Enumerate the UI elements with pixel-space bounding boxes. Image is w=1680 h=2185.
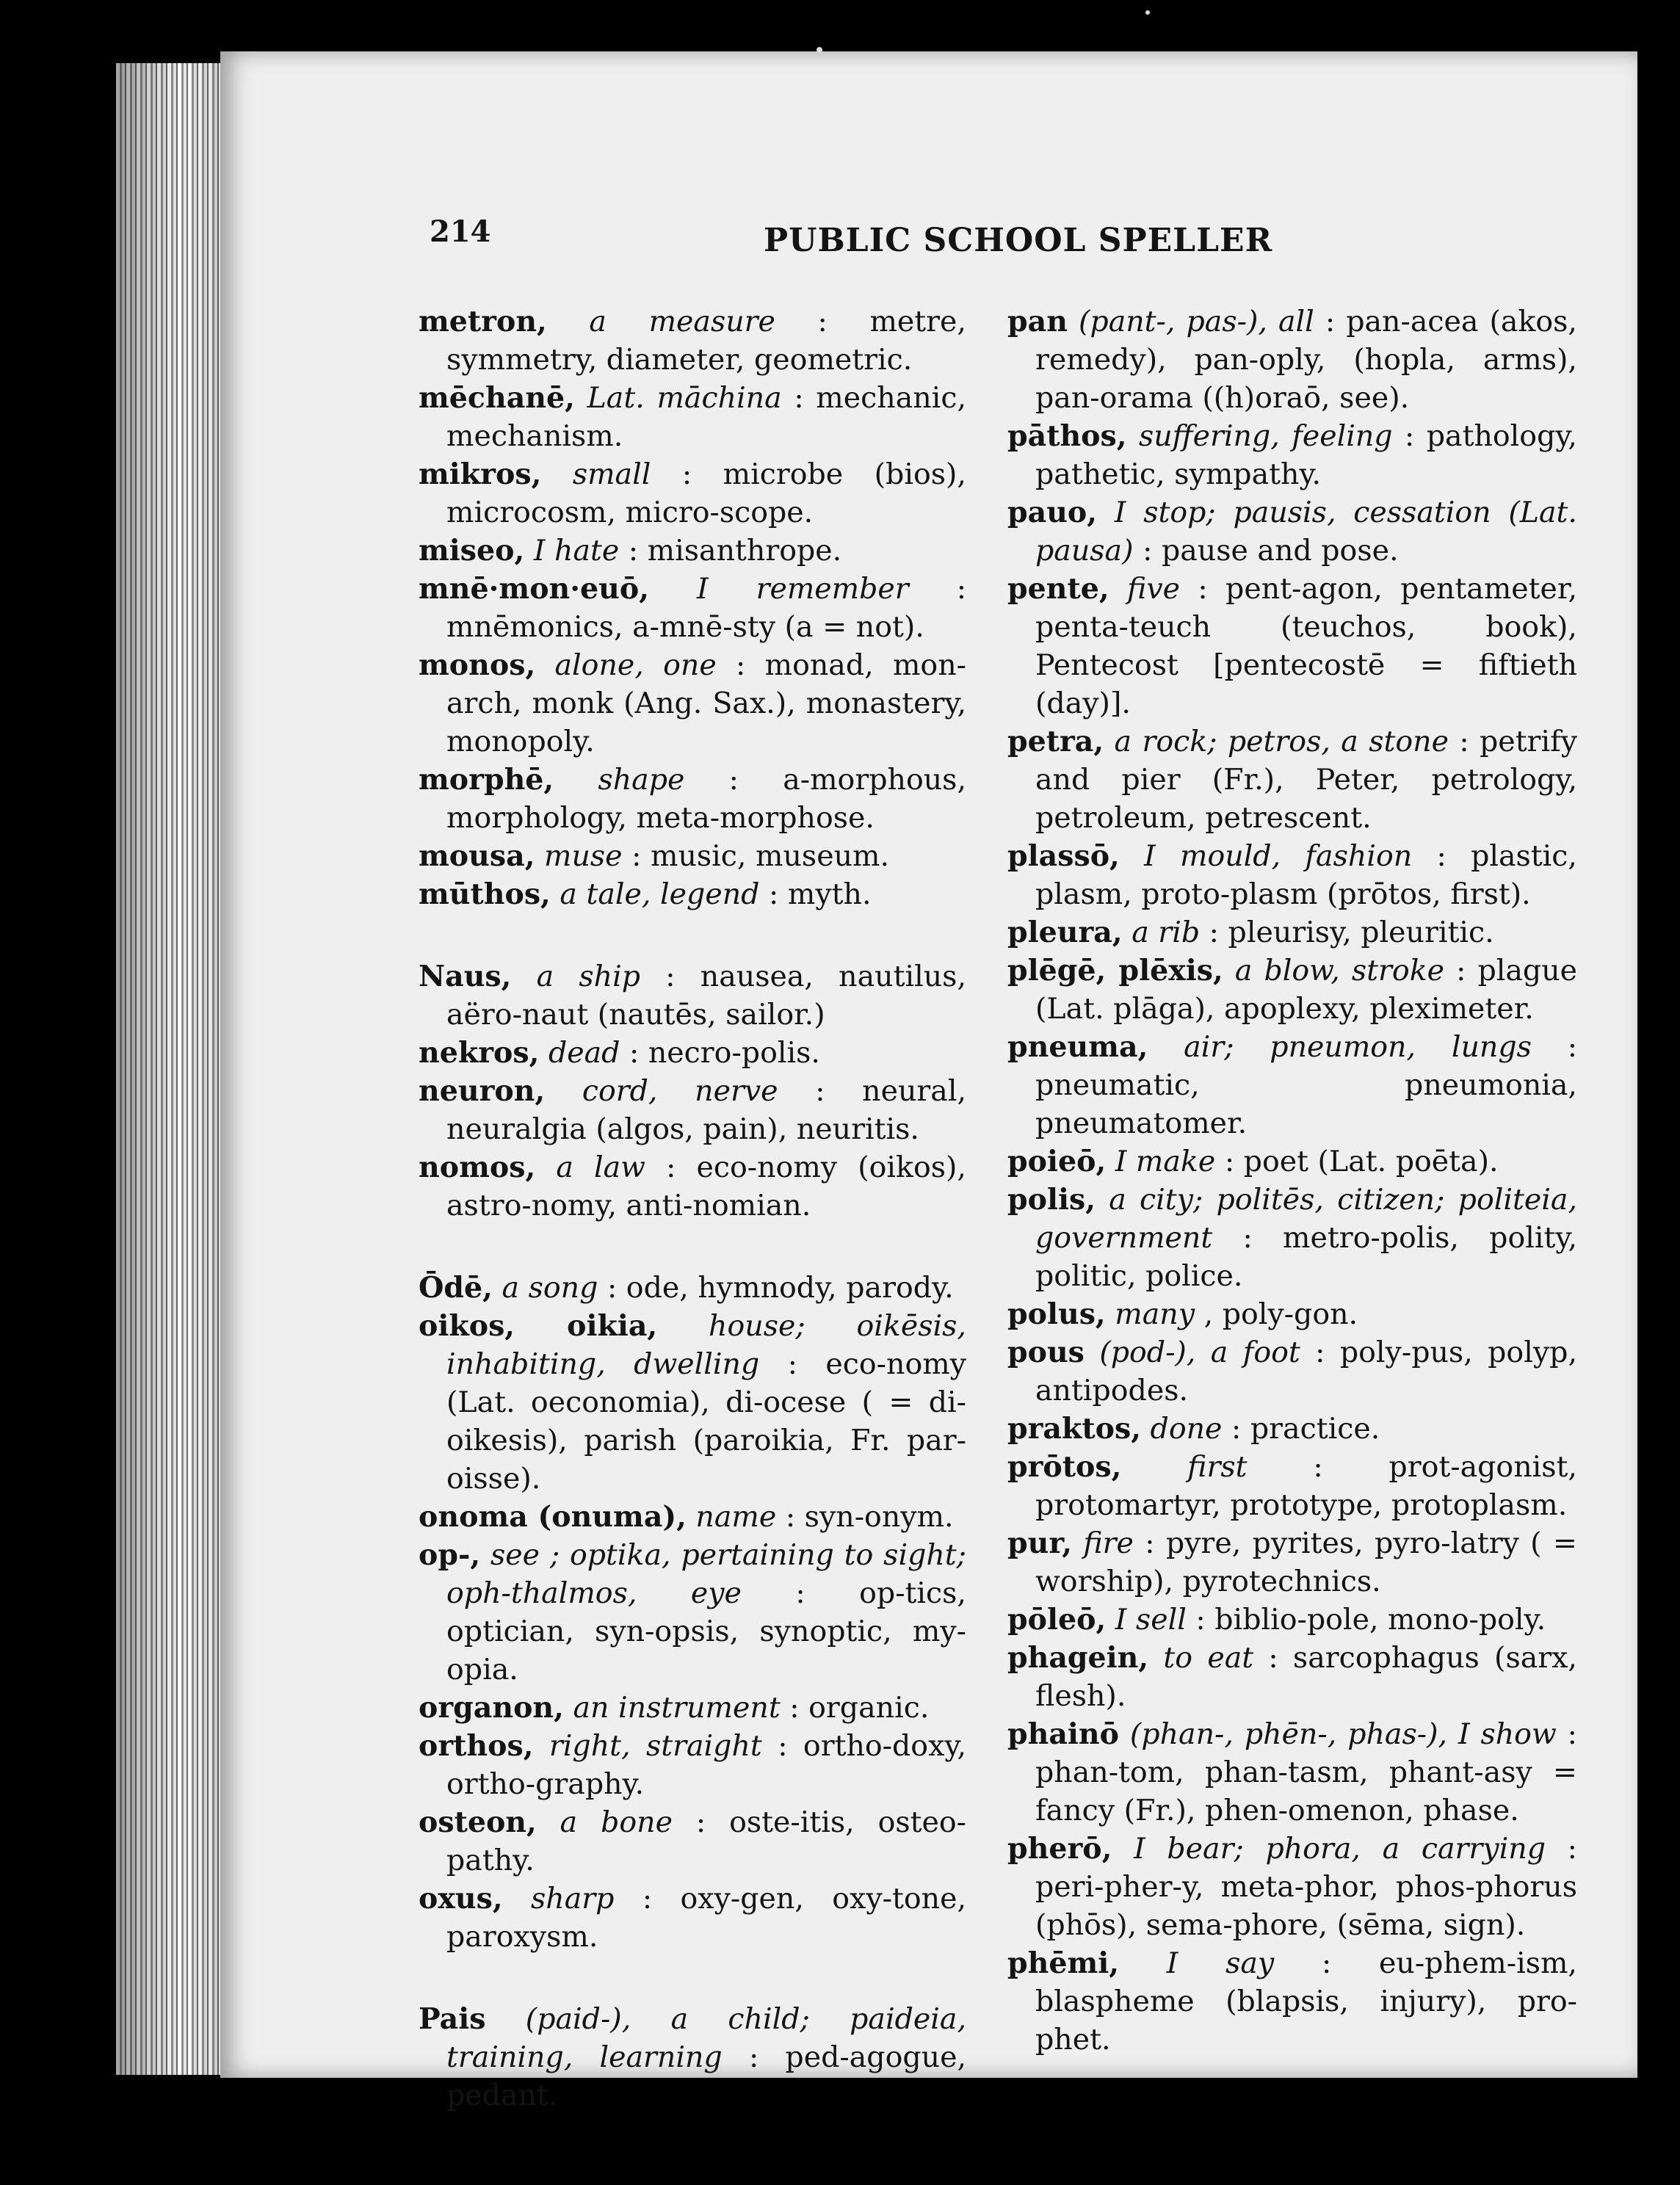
entry-derivatives: : pan-acea (akos, remedy), pan-oply, (hopla, arms), pan-orama ((h)oraō, see). [1035,305,1577,415]
entry-gloss: (pod-), a foot [1099,1336,1300,1369]
entry-gloss: sharp [531,1882,615,1916]
dictionary-entry [419,1803,966,1880]
dictionary-entry [1007,952,1577,1028]
entry-gloss: a rock; petros, a stone [1114,725,1449,758]
dictionary-entry [1007,1181,1577,1295]
entry-headword: plēgē, plēxis, [1007,954,1223,988]
entry-headword: metron, [419,305,547,338]
dictionary-entry [1007,1295,1577,1333]
dictionary-entry [419,1269,966,1307]
entry-headword: mnē·mon·euō, [419,572,649,606]
dictionary-entry [1007,1524,1577,1601]
entry-gloss: name [695,1500,777,1534]
entry-gloss: a blow, stroke [1234,954,1445,988]
entry-derivatives: : eco-nomy (oikos), astro-nomy, anti-nomian. [446,1151,966,1222]
entry-gloss: (phan-, phēn-, phas-), I show [1129,1717,1557,1751]
entry-gloss: to eat [1163,1641,1254,1675]
entry-derivatives: : phan-tom, phan-tasm, phant-asy = fancy (Fr.), phen-omenon, phase. [1035,1717,1577,1827]
entry-derivatives: : ortho-doxy, ortho-graphy. [446,1729,966,1801]
entry-derivatives: : eco-nomy (Lat. oeconomia), di-ocese ( = di-oikesis), parish (paroikia, Fr. par-oisse). [446,1347,966,1496]
speck [1145,10,1150,15]
entry-derivatives: : pent-agon, pentameter, penta-teuch (teuchos, book), Pentecost [pentecostē = fiftieth (day)]. [1035,572,1578,720]
entry-derivatives: : pyre, pyrites, pyro-latry ( = worship), pyrotechnics. [1035,1526,1577,1598]
entry-headword: organon, [419,1691,564,1725]
dictionary-entry [419,1034,966,1072]
dictionary-entry [419,761,966,837]
entry-derivatives: : music, museum. [631,839,890,873]
entry-headword: pherō, [1007,1832,1112,1866]
dictionary-entry [1007,1830,1577,1944]
entry-headword: oxus, [419,1882,503,1916]
entry-gloss: see ; optika, pertaining to sight; oph-thalmos, eye [446,1538,966,1610]
entry-gloss: I make [1115,1145,1216,1178]
section-gap [419,1956,966,2000]
dictionary-entry [1007,722,1577,837]
dictionary-entry [419,532,966,570]
entry-derivatives: , poly-gon. [1203,1297,1358,1331]
entry-gloss: cord, nerve [582,1074,778,1108]
entry-gloss: a city; politēs, citizen; politeia, government [1035,1183,1577,1255]
dictionary-entry [1007,1028,1577,1142]
entry-headword: pneuma, [1007,1030,1148,1064]
entry-gloss: I mould, fashion [1144,839,1413,873]
entry-headword: pur, [1007,1526,1073,1560]
entry-derivatives: : monad, mon-arch, monk (Ang. Sax.), monastery, monopoly. [446,648,967,758]
entry-derivatives: : necro-polis. [629,1036,820,1070]
dictionary-entry [419,2000,966,2115]
dictionary-entry [419,837,966,875]
dictionary-entry [419,1880,966,1956]
dictionary-entry [419,455,966,532]
entry-gloss: I stop; pausis, cessation (Lat. pausa) [1035,496,1577,568]
entry-headword: phagein, [1007,1641,1149,1675]
entry-derivatives: : prot-agonist, protomartyr, prototype, protoplasm. [1035,1450,1577,1522]
entry-gloss: a law [556,1151,645,1184]
entry-headword: morphē, [419,763,554,797]
entry-headword: mūthos, [419,877,551,911]
entry-gloss: done [1150,1412,1223,1446]
dictionary-entry [1007,493,1577,570]
entry-headword: Ōdē, [419,1271,493,1305]
entry-gloss: air; pneumon, lungs [1184,1030,1532,1064]
entry-headword: prōtos, [1007,1450,1122,1484]
dictionary-entry [1007,417,1577,493]
entry-derivatives: : mnēmonics, a-mnē-sty (a = not). [446,572,967,644]
entry-gloss: fire [1083,1526,1134,1560]
dictionary-entry [419,302,966,379]
entry-derivatives: : oxy-gen, oxy-tone, paroxysm. [446,1882,967,1954]
entry-headword: pāthos, [1007,419,1127,453]
entry-headword: nekros, [419,1036,540,1070]
entry-headword: pous [1007,1336,1085,1369]
entry-gloss: shape [598,763,685,797]
dictionary-entry [1007,1142,1577,1181]
entry-derivatives: : ode, hymnody, parody. [607,1271,954,1305]
entry-derivatives: : metre, symmetry, diameter, geometric. [446,305,966,377]
dictionary-entry [1007,1601,1577,1639]
entry-derivatives: : nausea, nautilus, aëro-naut (nautēs, sailor.) [446,960,966,1032]
entry-headword: polus, [1007,1297,1106,1331]
running-head: PUBLIC SCHOOL SPELLER [764,222,1273,259]
entry-headword: mousa, [419,839,535,873]
entry-headword: op-, [419,1538,481,1572]
dictionary-entry [1007,1410,1577,1448]
entry-gloss: a measure [589,305,775,338]
entry-derivatives: : metro-polis, polity, politic, police. [1035,1221,1577,1293]
entry-gloss: Lat. māchina [587,381,782,415]
dictionary-entry [419,1307,966,1498]
dictionary-entry [419,875,966,913]
entry-headword: plassō, [1007,839,1120,873]
entry-headword: pleura, [1007,916,1123,949]
entry-headword: orthos, [419,1729,534,1763]
entry-headword: onoma (onuma), [419,1500,687,1534]
entry-gloss: I say [1166,1946,1275,1980]
entry-derivatives: : poet (Lat. poēta). [1224,1145,1499,1178]
dictionary-entry [419,379,966,455]
entry-gloss: a ship [536,960,641,993]
entry-derivatives: : practice. [1231,1412,1380,1446]
entry-headword: nomos, [419,1151,536,1184]
entry-derivatives: : poly-pus, polyp, antipodes. [1035,1336,1577,1407]
entry-derivatives: : pleurisy, pleuritic. [1209,916,1494,949]
entry-headword: polis, [1007,1183,1096,1217]
entry-headword: Naus, [419,960,512,993]
entry-gloss: I hate [533,534,620,568]
entry-derivatives: : peri-pher-y, meta-phor, phos-phorus (phōs), sema-phore, (sēma, sign). [1035,1832,1577,1942]
entry-headword: neuron, [419,1074,546,1108]
entry-headword: praktos, [1007,1412,1141,1446]
dictionary-entry [1007,1944,1577,2059]
entry-gloss: (pant-, pas-), all [1079,305,1314,338]
entry-derivatives: : op-tics, optician, syn-opsis, synoptic, my-opia. [446,1576,966,1686]
entry-derivatives: : syn-onym. [785,1500,954,1534]
dictionary-entry [419,1689,966,1727]
dictionary-entry [419,1536,966,1689]
entry-gloss: house; oikēsis, inhabiting, dwelling [446,1309,966,1381]
entry-headword: poieō, [1007,1145,1107,1178]
entry-derivatives: : microbe (bios), microcosm, micro-scope. [446,457,966,529]
entry-derivatives: : plastic, plasm, proto-plasm (prōtos, first). [1035,839,1577,911]
entry-gloss: a rib [1132,916,1201,949]
page-number: 214 [430,214,491,249]
entry-gloss: many [1115,1297,1195,1331]
dictionary-entry [419,957,966,1034]
entry-gloss: a tale, legend [560,877,760,911]
entry-headword: Pais [419,2002,486,2036]
section-gap [419,913,966,957]
entry-gloss: I sell [1115,1603,1187,1637]
dictionary-entry [1007,570,1577,722]
dictionary-entry [419,1498,966,1536]
dictionary-entry [1007,1333,1577,1410]
entry-derivatives: : oste-itis, osteo-pathy. [446,1805,967,1877]
page-edge-shadow [116,63,226,2075]
entry-headword: phēmi, [1007,1946,1120,1980]
entry-headword: petra, [1007,725,1104,758]
entry-gloss: alone, one [554,648,717,682]
entry-derivatives: : pneumatic, pneumonia, pneumatomer. [1035,1030,1578,1140]
entry-gloss: a song [502,1271,598,1305]
entry-derivatives: : biblio-pole, mono-poly. [1195,1603,1546,1637]
entry-derivatives: : neural, neuralgia (algos, pain), neuritis. [446,1074,967,1146]
entry-headword: pauo, [1007,496,1098,529]
dictionary-entry [419,1148,966,1225]
left-column [419,302,966,2115]
entry-gloss: an instrument [573,1691,781,1725]
entry-headword: mēchanē, [419,381,575,415]
entry-derivatives: : myth. [769,877,872,911]
entry-headword: pōleō, [1007,1603,1107,1637]
entry-derivatives: : misanthrope. [628,534,842,568]
entry-gloss: I remember [696,572,909,606]
entry-gloss: I bear; phora, a carrying [1134,1832,1546,1866]
dictionary-entry [1007,1639,1577,1715]
entry-gloss: five [1126,572,1181,606]
section-gap [419,1225,966,1269]
entry-gloss: small [572,457,651,491]
dictionary-entry [419,646,966,761]
dictionary-entry [1007,913,1577,952]
dictionary-entry [1007,1448,1577,1524]
dictionary-entry [1007,837,1577,913]
entry-derivatives: : petrify and pier (Fr.), Peter, petrology, petroleum, petrescent. [1035,725,1578,835]
entry-gloss: a bone [560,1805,673,1839]
speck [817,47,822,53]
entry-gloss: first [1187,1450,1248,1484]
entry-derivatives: : organic. [789,1691,930,1725]
right-column [1007,302,1577,2059]
entry-gloss: suffering, feeling [1138,419,1393,453]
entry-derivatives: : pause and pose. [1143,534,1399,568]
entry-gloss: (paid-), a child; paideia, training, learning [446,2002,967,2074]
entry-headword: pente, [1007,572,1109,606]
entry-headword: phainō [1007,1717,1120,1751]
entry-headword: monos, [419,648,536,682]
entry-derivatives: : eu-phem-ism, blaspheme (blapsis, injury), pro-phet. [1035,1946,1577,2057]
dictionary-entry [419,570,966,646]
entry-headword: pan [1007,305,1068,338]
entry-derivatives: : mechanic, mechanism. [446,381,966,453]
dictionary-entry [419,1727,966,1803]
entry-headword: miseo, [419,534,525,568]
entry-derivatives: : a-morphous, morphology, meta-morphose. [446,763,966,835]
entry-gloss: right, straight [548,1729,762,1763]
entry-headword: oikos, oikia, [419,1309,658,1343]
entry-derivatives: : sarcophagus (sarx, flesh). [1035,1641,1577,1713]
dictionary-entry [419,1072,966,1148]
entry-headword: osteon, [419,1805,537,1839]
dictionary-entry [1007,1715,1577,1830]
entry-derivatives: : plague (Lat. plāga), apoplexy, pleximeter. [1035,954,1578,1026]
entry-headword: mikros, [419,457,542,491]
entry-gloss: dead [548,1036,620,1070]
entry-gloss: muse [544,839,623,873]
dictionary-entry [1007,302,1577,417]
entry-derivatives: : pathology, pathetic, sympathy. [1035,419,1577,491]
entry-derivatives: : ped-agogue, pedant. [446,2040,967,2112]
